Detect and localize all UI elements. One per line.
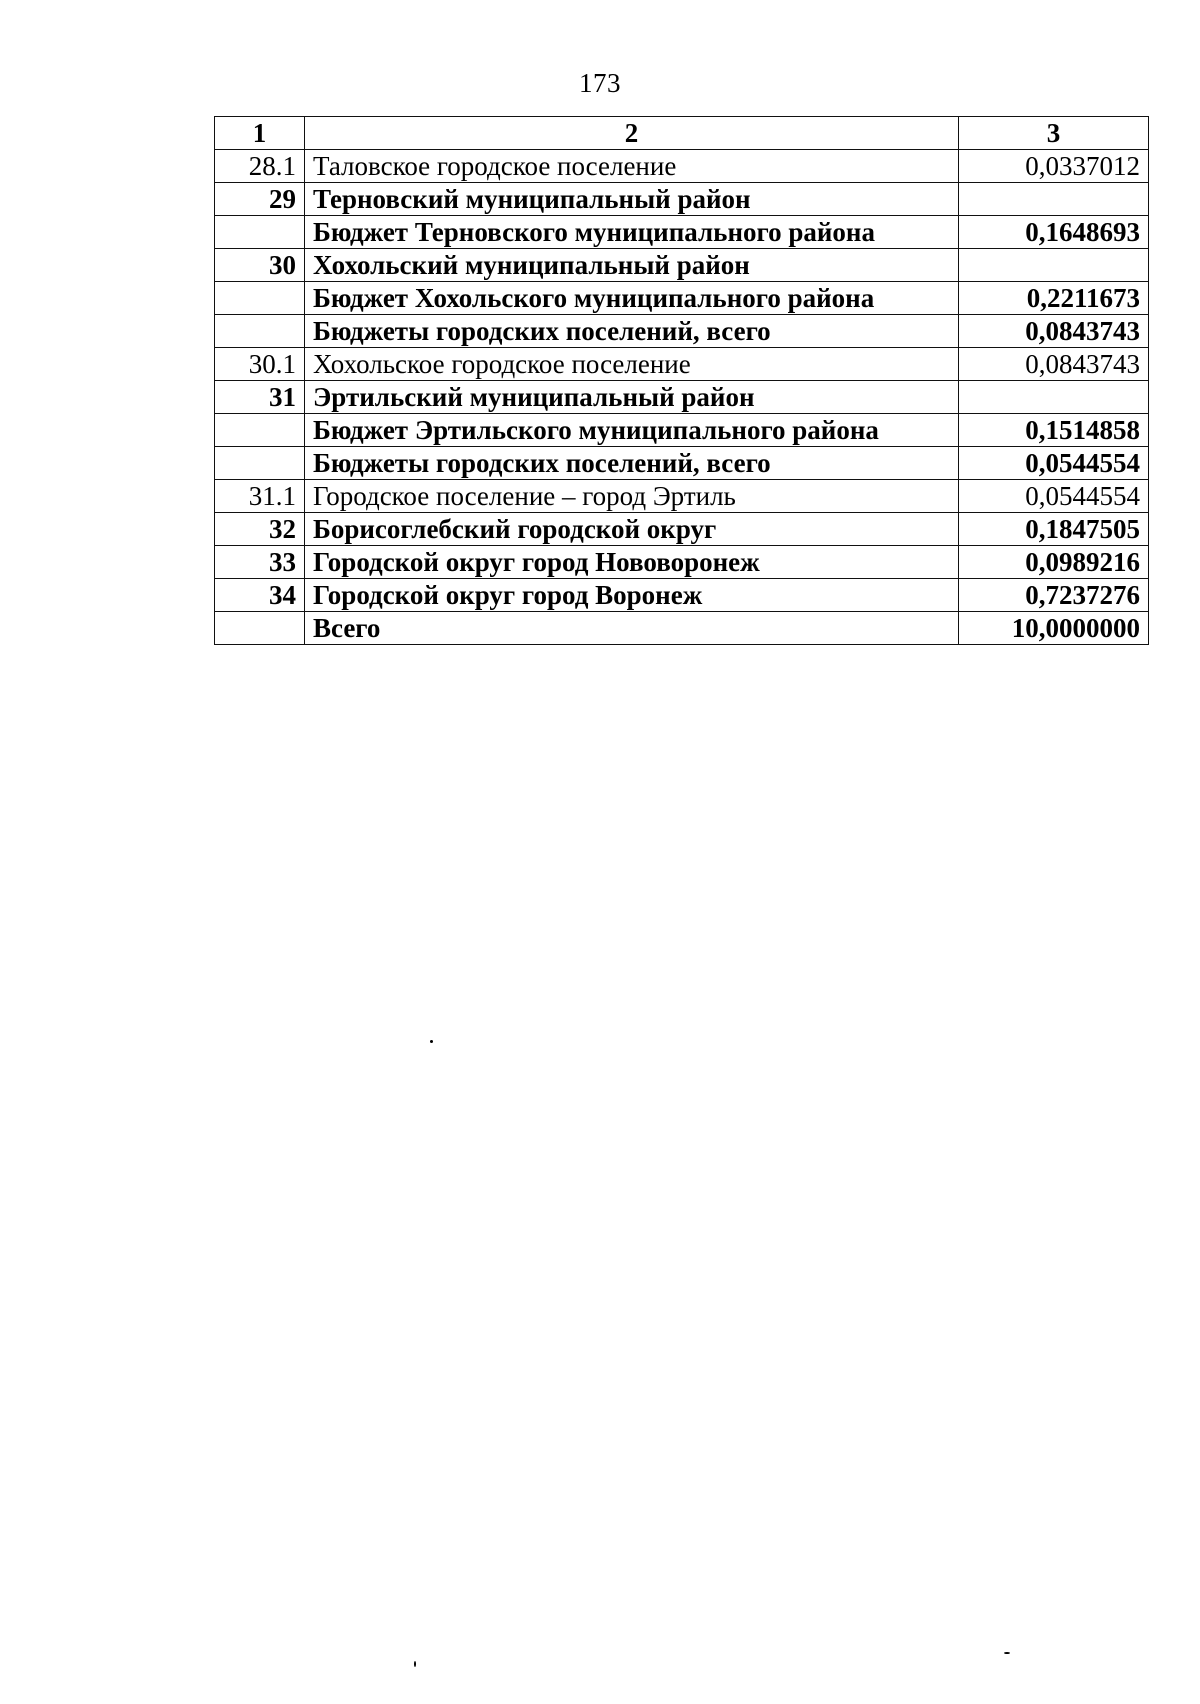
scan-speck (1004, 1652, 1010, 1654)
row-value-cell (959, 381, 1149, 414)
row-name-cell: Городское поселение – город Эртиль (305, 480, 959, 513)
row-name-cell: Хохольское городское поселение (305, 348, 959, 381)
table-row (215, 216, 1149, 249)
column-header-value: 3 (959, 117, 1149, 150)
row-number-cell (215, 414, 305, 447)
row-name-cell: Таловское городское поселение (305, 150, 959, 183)
row-number-cell: 30 (215, 249, 305, 282)
table-row (215, 447, 1149, 480)
column-header-number: 1 (215, 117, 305, 150)
row-number-cell: 28.1 (215, 150, 305, 183)
row-number-cell: 31.1 (215, 480, 305, 513)
row-value-cell: 0,1648693 (959, 216, 1149, 249)
scan-speck (414, 1661, 416, 1667)
table-row (215, 249, 1149, 282)
row-value-cell: 0,0544554 (959, 480, 1149, 513)
row-name-cell: Бюджеты городских поселений, всего (305, 447, 959, 480)
row-name-cell: Борисоглебский городской округ (305, 513, 959, 546)
row-value-cell: 0,0337012 (959, 150, 1149, 183)
budget-distribution-table (214, 116, 1149, 645)
row-value-cell: 0,2211673 (959, 282, 1149, 315)
row-value-cell: 0,1514858 (959, 414, 1149, 447)
row-value-cell: 0,0544554 (959, 447, 1149, 480)
table-row (215, 315, 1149, 348)
row-number-cell: 31 (215, 381, 305, 414)
scan-speck (430, 1040, 433, 1043)
row-number-cell: 30.1 (215, 348, 305, 381)
row-value-cell: 0,0843743 (959, 348, 1149, 381)
row-name-cell: Хохольский муниципальный район (305, 249, 959, 282)
row-number-cell: 34 (215, 579, 305, 612)
table-row (215, 579, 1149, 612)
row-name-cell: Бюджет Эртильского муниципального района (305, 414, 959, 447)
row-value-cell: 10,0000000 (959, 612, 1149, 645)
row-number-cell (215, 612, 305, 645)
row-name-cell: Городской округ город Воронеж (305, 579, 959, 612)
row-number-cell: 33 (215, 546, 305, 579)
row-number-cell (215, 282, 305, 315)
row-value-cell (959, 183, 1149, 216)
table-body (215, 150, 1149, 645)
row-name-cell: Бюджет Хохольского муниципального района (305, 282, 959, 315)
row-number-cell (215, 216, 305, 249)
row-value-cell: 0,7237276 (959, 579, 1149, 612)
row-value-cell: 0,0843743 (959, 315, 1149, 348)
table-row (215, 348, 1149, 381)
page-number: 173 (579, 68, 621, 98)
row-value-cell (959, 249, 1149, 282)
row-name-cell: Бюджеты городских поселений, всего (305, 315, 959, 348)
row-value-cell: 0,1847505 (959, 513, 1149, 546)
table-row (215, 546, 1149, 579)
table-row (215, 513, 1149, 546)
row-name-cell: Всего (305, 612, 959, 645)
table-row (215, 414, 1149, 447)
row-number-cell (215, 315, 305, 348)
row-value-cell: 0,0989216 (959, 546, 1149, 579)
table-header-row (215, 117, 1149, 150)
row-number-cell (215, 447, 305, 480)
table-row (215, 480, 1149, 513)
row-name-cell: Бюджет Терновского муниципального района (305, 216, 959, 249)
row-name-cell: Терновский муниципальный район (305, 183, 959, 216)
table-row (215, 612, 1149, 645)
table-row (215, 282, 1149, 315)
row-name-cell: Эртильский муниципальный район (305, 381, 959, 414)
table-row (215, 381, 1149, 414)
table-row (215, 183, 1149, 216)
row-number-cell: 29 (215, 183, 305, 216)
table-row (215, 150, 1149, 183)
row-name-cell: Городской округ город Нововоронеж (305, 546, 959, 579)
column-header-name: 2 (305, 117, 959, 150)
row-number-cell: 32 (215, 513, 305, 546)
